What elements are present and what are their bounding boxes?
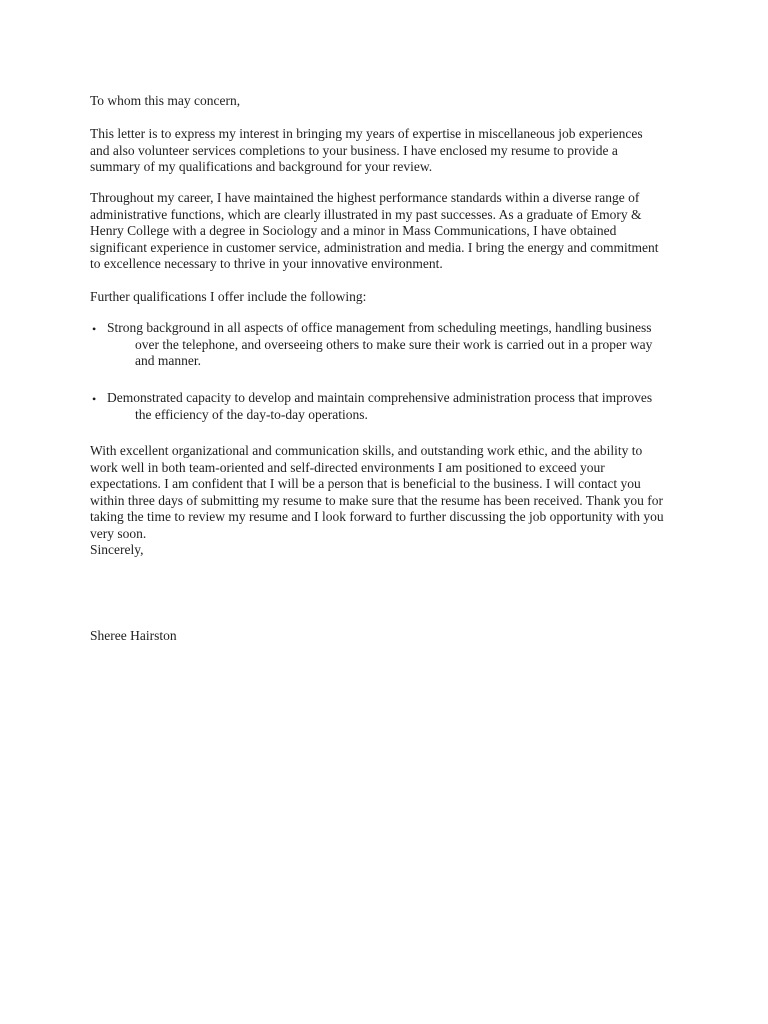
qualifications-intro bbox=[90, 289, 690, 306]
paragraph-line: This letter is to express my interest in bringing my years of expertise in miscellaneous job experiences bbox=[90, 126, 643, 141]
paragraph-line: within three days of submitting my resume to make sure that the resume has been received. Thank you for bbox=[90, 492, 663, 508]
qualifications-intro-text: Further qualifications I offer include the following: bbox=[90, 289, 367, 304]
bullet-icon: • bbox=[92, 322, 97, 336]
bullet-line: Strong background in all aspects of office management from scheduling meetings, handling business bbox=[107, 320, 652, 335]
paragraph-line: expectations. I am confident that I will be a person that is beneficial to the business. I will contact you bbox=[90, 476, 641, 491]
paragraph-line: taking the time to review my resume and I look forward to further discussing the job opportunity with you bbox=[90, 509, 664, 524]
paragraph-line: to excellence necessary to thrive in your innovative environment. bbox=[90, 256, 443, 271]
bullet-icon: • bbox=[92, 392, 97, 406]
paragraph-line: and also volunteer services completions to your business. I have enclosed my resume to provide a bbox=[90, 142, 618, 158]
bullet-line: over the telephone, and overseeing others to make sure their work is carried out in a proper way bbox=[135, 336, 653, 352]
bullet-text bbox=[107, 320, 700, 370]
bullet-line: Demonstrated capacity to develop and maintain comprehensive administration process that improves bbox=[107, 390, 653, 405]
bullet-item bbox=[90, 320, 700, 370]
salutation-text: To whom this may concern, bbox=[90, 93, 241, 108]
valediction bbox=[90, 542, 690, 559]
bullet-item bbox=[90, 390, 700, 423]
closing-paragraph bbox=[90, 443, 690, 542]
paragraph-line: work well in both team-oriented and self-directed environments I am positioned to exceed your bbox=[90, 459, 605, 475]
paragraph-line: summary of my qualifications and background for your review. bbox=[90, 159, 433, 174]
salutation bbox=[90, 93, 690, 110]
paragraph-line: With excellent organizational and communication skills, and outstanding work ethic, and the ability to bbox=[90, 443, 643, 458]
paragraph-line: Henry College with a degree in Sociology and a minor in Mass Communications, I have obtained bbox=[90, 223, 617, 238]
bullet-line: the efficiency of the day-to-day operations. bbox=[135, 406, 368, 422]
bullet-line: and manner. bbox=[135, 353, 201, 368]
career-paragraph bbox=[90, 190, 690, 273]
intro-paragraph bbox=[90, 126, 690, 176]
bullet-text bbox=[107, 390, 700, 423]
paragraph-line: significant experience in customer service, administration and media. I bring the energy and commitment bbox=[90, 239, 659, 255]
signature-name bbox=[90, 628, 690, 645]
paragraph-line: Throughout my career, I have maintained the highest performance standards within a diverse range of bbox=[90, 190, 640, 205]
paragraph-line: administrative functions, which are clearly illustrated in my past successes. As a graduate of Emory & bbox=[90, 206, 642, 222]
valediction-text: Sincerely, bbox=[90, 542, 144, 557]
paragraph-line: very soon. bbox=[90, 525, 147, 541]
signature-text: Sheree Hairston bbox=[90, 628, 177, 643]
